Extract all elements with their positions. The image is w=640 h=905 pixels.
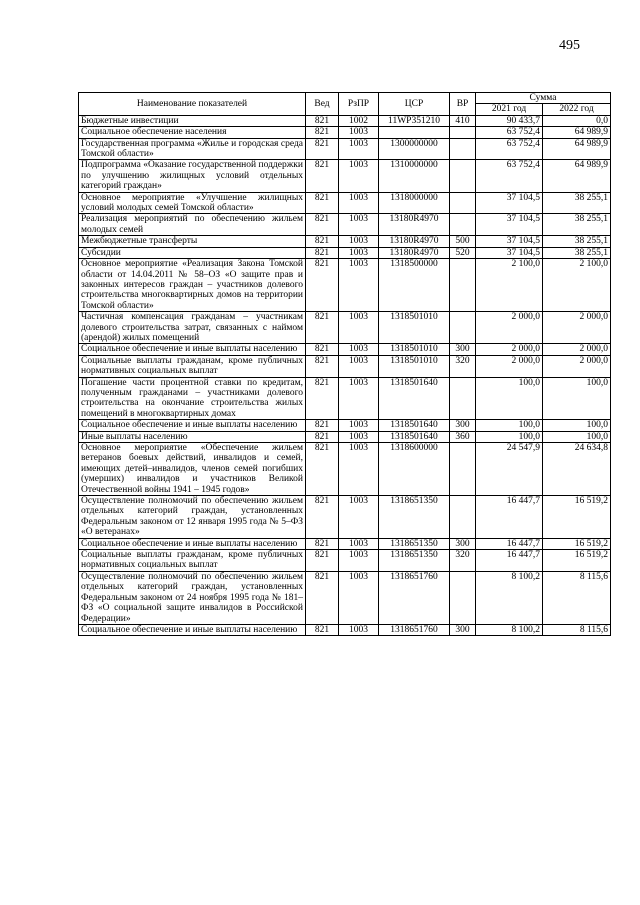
cell-y2021: 63 752,4 (476, 160, 543, 192)
cell-y2021: 37 104,5 (476, 236, 543, 247)
cell-y2022: 100,0 (543, 420, 611, 431)
cell-rzpr: 1003 (339, 431, 379, 442)
cell-ved: 821 (306, 236, 339, 247)
header-csr: ЦСР (379, 93, 450, 116)
cell-vr: 320 (450, 355, 476, 377)
cell-y2022: 0,0 (543, 115, 611, 126)
cell-ved: 821 (306, 571, 339, 624)
table-row (79, 160, 611, 192)
cell-csr: 1318651760 (379, 624, 450, 635)
cell-name: Социальные выплаты гражданам, кроме публичных нормативных социальных выплат (79, 550, 306, 572)
cell-name: Социальное обеспечение и иные выплаты населению (79, 420, 306, 431)
table-row (79, 624, 611, 635)
cell-name: Осуществление полномочий по обеспечению жильем отдельных категорий граждан, установленных Федеральным законом от 12 января 1995 года № 5–ФЗ «О ветеранах» (79, 496, 306, 539)
table-row (79, 236, 611, 247)
cell-y2022: 16 519,2 (543, 538, 611, 549)
cell-csr: 1318501010 (379, 344, 450, 355)
cell-rzpr: 1003 (339, 443, 379, 496)
cell-name: Погашение части процентной ставки по кредитам, полученным гражданами – участниками долевого строительства на окончание строительства жилых помещений в многоквартирных домах (79, 377, 306, 420)
cell-vr: 360 (450, 431, 476, 442)
cell-vr: 300 (450, 538, 476, 549)
cell-y2021: 2 000,0 (476, 344, 543, 355)
cell-vr (450, 496, 476, 539)
header-year-2022: 2022 год (543, 104, 611, 115)
cell-vr: 500 (450, 236, 476, 247)
table-row (79, 420, 611, 431)
cell-rzpr: 1003 (339, 192, 379, 214)
cell-ved: 821 (306, 420, 339, 431)
cell-y2021: 100,0 (476, 431, 543, 442)
cell-ved: 821 (306, 247, 339, 258)
cell-name: Основное мероприятие «Обеспечение жильем ветеранов боевых действий, инвалидов и семей, имеющих детей–инвалидов, членов семей погибших (умерших) инвалидов и участников Великой Отечественной войны 1941 – 1945 годов» (79, 443, 306, 496)
cell-y2021: 37 104,5 (476, 214, 543, 236)
cell-name: Подпрограмма «Оказание государственной поддержки по улучшению жилищных условий отдельных категорий граждан» (79, 160, 306, 192)
cell-y2022: 2 100,0 (543, 259, 611, 312)
cell-y2022: 38 255,1 (543, 236, 611, 247)
cell-y2021: 8 100,2 (476, 571, 543, 624)
cell-csr: 13180R4970 (379, 236, 450, 247)
cell-rzpr: 1003 (339, 496, 379, 539)
cell-name: Основное мероприятие «Улучшение жилищных условий молодых семей Томской области» (79, 192, 306, 214)
cell-y2021: 100,0 (476, 377, 543, 420)
cell-csr (379, 127, 450, 138)
cell-rzpr: 1003 (339, 160, 379, 192)
header-name: Наименование показателей (79, 93, 306, 116)
cell-ved: 821 (306, 355, 339, 377)
table-row (79, 431, 611, 442)
cell-csr: 13180R4970 (379, 247, 450, 258)
cell-csr: 1318501010 (379, 355, 450, 377)
cell-name: Межбюджетные трансферты (79, 236, 306, 247)
cell-y2021: 90 433,7 (476, 115, 543, 126)
cell-rzpr: 1003 (339, 624, 379, 635)
cell-csr: 1300000000 (379, 138, 450, 160)
cell-y2021: 37 104,5 (476, 247, 543, 258)
table-row (79, 377, 611, 420)
cell-name: Государственная программа «Жилье и городская среда Томской области» (79, 138, 306, 160)
cell-vr: 320 (450, 550, 476, 572)
cell-y2022: 16 519,2 (543, 550, 611, 572)
cell-y2021: 63 752,4 (476, 127, 543, 138)
cell-y2021: 24 547,9 (476, 443, 543, 496)
header-year-2021: 2021 год (476, 104, 543, 115)
cell-vr: 410 (450, 115, 476, 126)
cell-y2021: 2 000,0 (476, 312, 543, 344)
table-row (79, 214, 611, 236)
cell-ved: 821 (306, 344, 339, 355)
cell-csr: 13180R4970 (379, 214, 450, 236)
cell-name: Иные выплаты населению (79, 431, 306, 442)
cell-y2021: 16 447,7 (476, 496, 543, 539)
cell-y2021: 2 000,0 (476, 355, 543, 377)
cell-name: Частичная компенсация гражданам – участникам долевого строительства затрат, связанных с наймом (арендой) жилых помещений (79, 312, 306, 344)
cell-csr: 11WP351210 (379, 115, 450, 126)
cell-y2022: 64 989,9 (543, 138, 611, 160)
header-rzpr: РзПР (339, 93, 379, 116)
header-ved: Вед (306, 93, 339, 116)
cell-ved: 821 (306, 214, 339, 236)
cell-name: Бюджетные инвестиции (79, 115, 306, 126)
cell-y2022: 24 634,8 (543, 443, 611, 496)
cell-vr (450, 377, 476, 420)
table-row (79, 312, 611, 344)
cell-csr: 1310000000 (379, 160, 450, 192)
table-row (79, 538, 611, 549)
cell-y2022: 8 115,6 (543, 624, 611, 635)
cell-y2022: 38 255,1 (543, 247, 611, 258)
table-row (79, 550, 611, 572)
table-body (79, 115, 611, 636)
cell-vr (450, 571, 476, 624)
cell-csr: 1318651350 (379, 496, 450, 539)
cell-vr (450, 138, 476, 160)
cell-y2022: 2 000,0 (543, 355, 611, 377)
cell-y2021: 100,0 (476, 420, 543, 431)
cell-y2022: 8 115,6 (543, 571, 611, 624)
cell-y2022: 64 989,9 (543, 160, 611, 192)
cell-y2021: 37 104,5 (476, 192, 543, 214)
cell-ved: 821 (306, 312, 339, 344)
cell-rzpr: 1003 (339, 247, 379, 258)
cell-y2022: 100,0 (543, 431, 611, 442)
cell-csr: 1318651350 (379, 550, 450, 572)
page-number: 495 (559, 38, 580, 53)
table-row (79, 344, 611, 355)
cell-vr (450, 259, 476, 312)
cell-ved: 821 (306, 138, 339, 160)
cell-rzpr: 1003 (339, 138, 379, 160)
cell-y2022: 100,0 (543, 377, 611, 420)
cell-ved: 821 (306, 624, 339, 635)
cell-csr: 1318000000 (379, 192, 450, 214)
cell-rzpr: 1003 (339, 377, 379, 420)
cell-vr (450, 192, 476, 214)
cell-csr: 1318501640 (379, 431, 450, 442)
cell-vr: 300 (450, 420, 476, 431)
cell-y2022: 16 519,2 (543, 496, 611, 539)
cell-y2021: 63 752,4 (476, 138, 543, 160)
cell-rzpr: 1003 (339, 420, 379, 431)
cell-name: Реализация мероприятий по обеспечению жильем молодых семей (79, 214, 306, 236)
table-row (79, 138, 611, 160)
cell-name: Субсидии (79, 247, 306, 258)
cell-ved: 821 (306, 115, 339, 126)
cell-ved: 821 (306, 377, 339, 420)
header-vr: ВР (450, 93, 476, 116)
cell-name: Социальное обеспечение и иные выплаты населению (79, 538, 306, 549)
cell-ved: 821 (306, 496, 339, 539)
budget-table (78, 92, 611, 636)
cell-y2022: 64 989,9 (543, 127, 611, 138)
cell-ved: 821 (306, 160, 339, 192)
cell-name: Основное мероприятие «Реализация Закона Томской области от 14.04.2011 № 58–ОЗ «О защите прав и законных интересов граждан – участников долевого строительства многоквартирных домов на территории Томской области» (79, 259, 306, 312)
cell-ved: 821 (306, 538, 339, 549)
cell-y2021: 16 447,7 (476, 550, 543, 572)
cell-rzpr: 1003 (339, 538, 379, 549)
cell-ved: 821 (306, 192, 339, 214)
cell-rzpr: 1003 (339, 571, 379, 624)
cell-ved: 821 (306, 443, 339, 496)
table-row (79, 247, 611, 258)
cell-rzpr: 1003 (339, 259, 379, 312)
cell-y2021: 16 447,7 (476, 538, 543, 549)
cell-csr: 1318501010 (379, 312, 450, 344)
cell-y2022: 2 000,0 (543, 344, 611, 355)
cell-rzpr: 1003 (339, 236, 379, 247)
cell-csr: 1318501640 (379, 420, 450, 431)
table-row (79, 355, 611, 377)
cell-csr: 1318651350 (379, 538, 450, 549)
table-row (79, 496, 611, 539)
table-row (79, 127, 611, 138)
cell-rzpr: 1002 (339, 115, 379, 126)
cell-name: Социальное обеспечение населения (79, 127, 306, 138)
cell-csr: 1318600000 (379, 443, 450, 496)
cell-y2022: 38 255,1 (543, 214, 611, 236)
table-row (79, 571, 611, 624)
cell-rzpr: 1003 (339, 550, 379, 572)
cell-y2022: 38 255,1 (543, 192, 611, 214)
cell-vr (450, 443, 476, 496)
table-row (79, 192, 611, 214)
cell-ved: 821 (306, 127, 339, 138)
cell-ved: 821 (306, 550, 339, 572)
cell-rzpr: 1003 (339, 355, 379, 377)
cell-rzpr: 1003 (339, 214, 379, 236)
cell-name: Социальное обеспечение и иные выплаты населению (79, 344, 306, 355)
cell-vr (450, 127, 476, 138)
cell-name: Осуществление полномочий по обеспечению жильем отдельных категорий граждан, установленных Федеральным законом от 24 ноября 1995 года № 181–ФЗ «О социальной защите инвалидов в Российской Федерации» (79, 571, 306, 624)
cell-csr: 1318501640 (379, 377, 450, 420)
cell-vr (450, 160, 476, 192)
table-row (79, 259, 611, 312)
cell-ved: 821 (306, 259, 339, 312)
cell-y2022: 2 000,0 (543, 312, 611, 344)
cell-vr: 300 (450, 344, 476, 355)
cell-vr: 300 (450, 624, 476, 635)
cell-rzpr: 1003 (339, 312, 379, 344)
table-row (79, 115, 611, 126)
cell-csr: 1318651760 (379, 571, 450, 624)
table-row (79, 443, 611, 496)
cell-y2021: 8 100,2 (476, 624, 543, 635)
cell-vr (450, 312, 476, 344)
cell-ved: 821 (306, 431, 339, 442)
cell-vr: 520 (450, 247, 476, 258)
cell-name: Социальное обеспечение и иные выплаты населению (79, 624, 306, 635)
cell-csr: 1318500000 (379, 259, 450, 312)
cell-rzpr: 1003 (339, 344, 379, 355)
cell-name: Социальные выплаты гражданам, кроме публичных нормативных социальных выплат (79, 355, 306, 377)
cell-y2021: 2 100,0 (476, 259, 543, 312)
cell-rzpr: 1003 (339, 127, 379, 138)
cell-vr (450, 214, 476, 236)
header-sum: Сумма (476, 93, 611, 104)
